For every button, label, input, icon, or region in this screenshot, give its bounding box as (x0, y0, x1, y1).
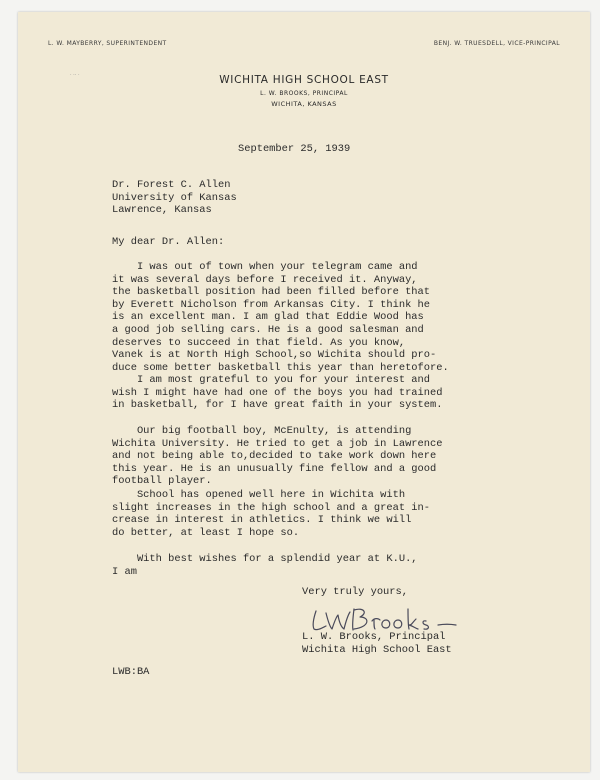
body-paragraph-4: School has opened well here in Wichita with slight increases in the high school and a great in- crease in interest in athletics. I think we will do better, at least I hope so. (112, 489, 431, 539)
school-name: WICHITA HIGH SCHOOL EAST (219, 74, 389, 86)
reference-initials: LWB:BA (112, 666, 150, 678)
signer-name: L. W. Brooks, Principal (302, 631, 446, 643)
closing-paragraph: With best wishes for a splendid year at K.U., I am (112, 553, 418, 578)
body-paragraph-3: Our big football boy, McEnulty, is attending Wichita University. He tried to get a job in Lawrence and not being able to,decided to take work down here this year. He is an unusually fine fellow and a good football player. (112, 425, 443, 488)
vice-principal-line: BENJ. W. TRUESDELL, VICE-PRINCIPAL (433, 40, 560, 47)
recipient-address (112, 179, 237, 217)
body-paragraph-1: I was out of town when your telegram came and it was several days before I received it. Anyway, the basketball position had been filled before that by Everett Nicholson from Arkansas City. I think he is an excellent man. I am glad that Eddie Wood has a good job selling cars. He is a good salesman and deserves to succeed in that field. As you know, Vanek is at North High School,so Wichita should pro- duce some better basketball this year than heretofore. (112, 261, 449, 374)
body-paragraph-2: I am most grateful to you for your interest and wish I might have had one of the boys you had trained in basketball, for I have great faith in your system. (112, 374, 443, 412)
superintendent-line: L. W. MAYBERRY, SUPERINTENDENT (48, 40, 167, 47)
letter-date: September 25, 1939 (238, 143, 351, 155)
principal-line: L. W. BROOKS, PRINCIPAL (260, 90, 348, 97)
recipient-name: Dr. Forest C. Allen (112, 179, 231, 191)
recipient-institution: University of Kansas (112, 191, 237, 204)
city-line: WICHITA, KANSAS (271, 100, 337, 108)
salutation: My dear Dr. Allen: (112, 236, 225, 248)
signature-block (302, 631, 452, 656)
paper-speck: · ·· · (70, 72, 80, 78)
recipient-city: Lawrence, Kansas (112, 204, 212, 217)
complimentary-close: Very truly yours, (302, 586, 409, 598)
signer-school: Wichita High School East (302, 643, 452, 656)
letter-page (18, 12, 590, 772)
